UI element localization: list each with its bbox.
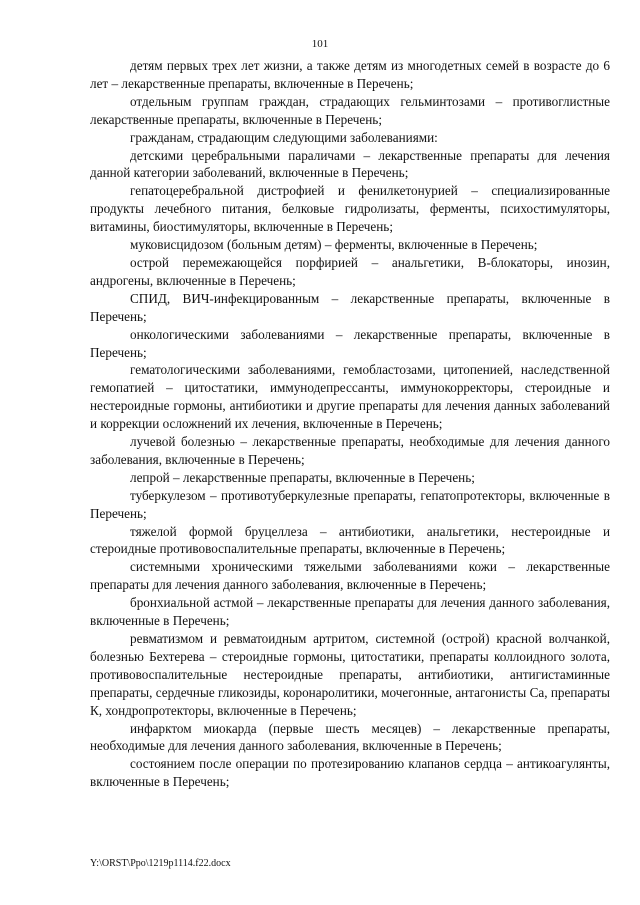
paragraph-10: гематологическими заболеваниями, гемобластозами, цитопенией, наследственной гемопатией – цитостатики, иммунодепрессанты, иммунокорректоры, стероидные и нестероидные гормоны, антибиотики и другие препараты для лечения данных заболеваний и коррекции осложнений их лечения, включенные в Перечень; — [90, 362, 610, 432]
paragraph-2: отдельным группам граждан, страдающих гельминтозами – противоглистные лекарственные препараты, включенные в Перечень; — [90, 93, 610, 127]
paragraph-19: состоянием после операции по протезированию клапанов сердца – антикоагулянты, включенные в Перечень; — [90, 756, 610, 790]
paragraph-8: СПИД, ВИЧ-инфекцированным – лекарственные препараты, включенные в Перечень; — [90, 290, 610, 324]
paragraph-12: лепрой – лекарственные препараты, включенные в Перечень; — [130, 469, 475, 485]
paragraph-16: бронхиальной астмой – лекарственные препараты для лечения данного заболевания, включенные в Перечень; — [90, 595, 610, 629]
paragraph-4: детскими церебральными параличами – лекарственные препараты для лечения данной категории заболеваний, включенные в Перечень; — [90, 147, 610, 181]
paragraph-17: ревматизмом и ревматоидным артритом, системной (острой) красной волчанкой, болезнью Бехтерева – стероидные гормоны, цитостатики, препараты коллоидного золота, противовоспалительные нестероидные препараты, антибиотики, антигистаминные препараты, сердечные гликозиды, коронаролитики, мочегонные, антагонисты Са, препараты К, хондропротекторы, включенные в Перечень; — [90, 631, 610, 718]
paragraph-1: детям первых трех лет жизни, а также детям из многодетных семей в возрасте до 6 лет – лекарственные препараты, включенные в Перечень; — [90, 58, 610, 91]
paragraph-13: туберкулезом – противотуберкулезные препараты, гепатопротекторы, включенные в Перечень; — [90, 487, 610, 521]
paragraph-14: тяжелой формой бруцеллеза – антибиотики, анальгетики, нестероидные и стероидные противовоспалительные препараты, включенные в Перечень; — [90, 523, 610, 557]
paragraph-5: гепатоцеребральной дистрофией и фенилкетонурией – специализированные продукты лечебного питания, белковые гидролизаты, ферменты, психостимуляторы, витамины, биостимуляторы, включенные в Перечень; — [90, 183, 610, 235]
paragraph-6: муковисцидозом (больным детям) – ферменты, включенные в Перечень; — [130, 237, 538, 253]
file-path-footer: Y:\ORST\Ppo\1219p1114.f22.docx — [90, 858, 231, 869]
paragraph-15: системными хроническими тяжелыми заболеваниями кожи – лекарственные препараты для лечения данного заболевания, включенные в Перечень; — [90, 559, 610, 593]
page-number: 101 — [311, 38, 329, 50]
paragraph-7: острой перемежающейся порфирией – анальгетики, В-блокаторы, инозин, андрогены, включенные в Перечень; — [90, 254, 610, 288]
paragraph-9: онкологическими заболеваниями – лекарственные препараты, включенные в Перечень; — [90, 326, 610, 360]
paragraph-11: лучевой болезнью – лекарственные препараты, необходимые для лечения данного заболевания, включенные в Перечень; — [90, 434, 610, 467]
paragraph-18: инфарктом миокарда (первые шесть месяцев) – лекарственные препараты, необходимые для лечения данного заболевания, включенные в Перечень; — [90, 720, 610, 754]
document-body — [90, 57, 610, 791]
paragraph-3: гражданам, страдающим следующими заболеваниями: — [130, 129, 438, 145]
